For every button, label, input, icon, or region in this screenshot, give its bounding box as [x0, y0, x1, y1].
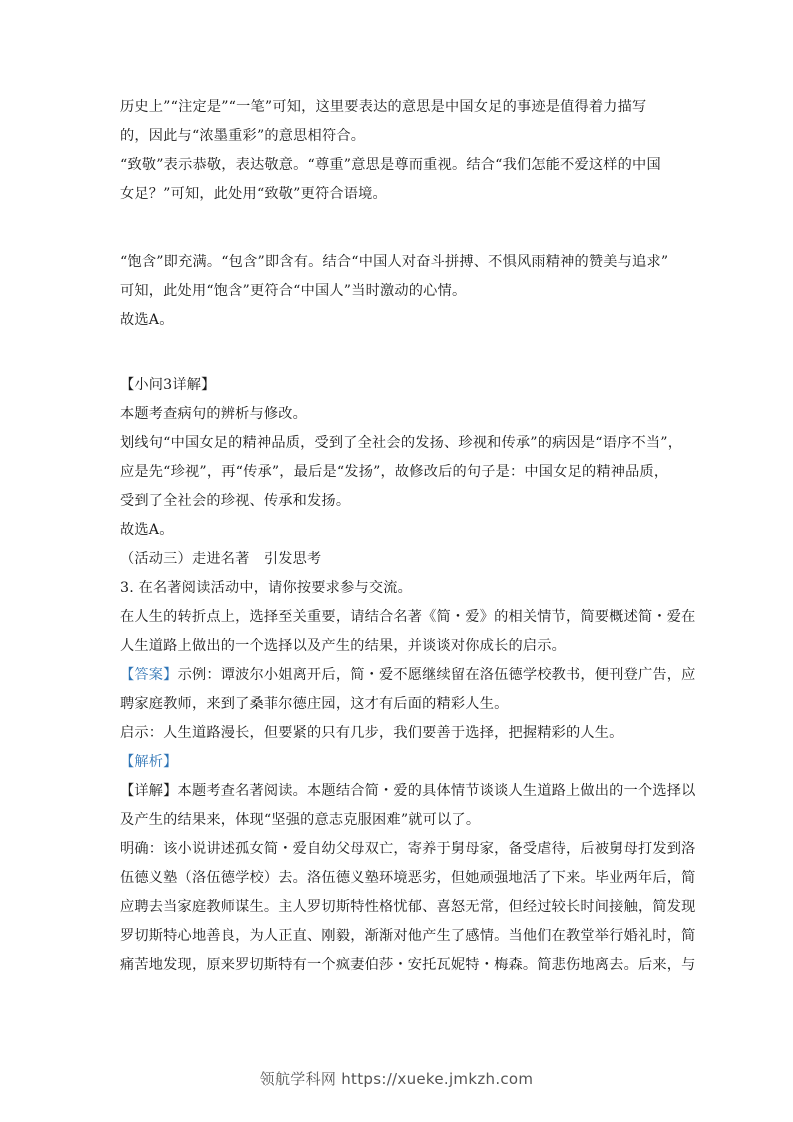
text-line: 故选A。: [120, 522, 174, 538]
text-line: 【详解】本题考查名著阅读。本题结合简・爱的具体情节谈谈人生道路上做出的一个选择以: [120, 783, 696, 799]
text-line: “饱含”即充满。“包含”即含有。结合“中国人对奋斗拼搏、不惧风雨精神的赞美与追求”: [120, 254, 669, 270]
text-line: 启示：人生道路漫长，但要紧的只有几步，我们要善于选择，把握精彩的人生。: [120, 725, 624, 741]
text-line: 及产生的结果来，体现“坚强的意志克服困难”就可以了。: [120, 812, 481, 828]
text-line: 伍德义塾（洛伍德学校）去。洛伍德义塾环境恶劣，但她顽强地活了下来。毕业两年后，简: [120, 870, 696, 886]
text-line: 的，因此与“浓墨重彩”的意思相符合。: [120, 128, 366, 144]
question-text: 3. 在名著阅读活动中，请你按要求参与交流。: [120, 580, 413, 596]
text-line: 历史上”“注定是”“一笔”可知，这里要表达的意思是中国女足的事迹是值得着力描写: [120, 99, 647, 115]
text-line: 可知，此处用“饱含”更符合“中国人”当时激动的心情。: [120, 283, 467, 299]
text-line: 应是先“珍视”，再“传承”，最后是“发扬”，故修改后的句子是：中国女足的精神品质，: [120, 464, 669, 480]
text-line: 划线句“中国女足的精神品质，受到了全社会的发扬、珍视和传承”的病因是“语序不当”，: [120, 435, 683, 451]
question-text: 人生道路上做出的一个选择以及产生的结果，并谈谈对你成长的启示。: [120, 638, 567, 654]
answer-line: [120, 665, 696, 685]
text-line: 受到了全社会的珍视、传承和发扬。: [120, 493, 351, 509]
analysis-label: 【解析】: [120, 754, 178, 770]
text-line: 明确：该小说讲述孤女简・爱自幼父母双亡，寄养于舅母家，备受虐待，后被舅母打发到洛: [120, 841, 696, 857]
text-line: “致敬”表示恭敬，表达敬意。“尊重”意思是尊而重视。结合“我们怎能不爱这样的中国: [120, 157, 661, 173]
answer-text: 示例：谭波尔小姐离开后，简・爱不愿继续留在洛伍德学校教书，便刊登广告，应: [177, 667, 696, 683]
text-line: 应聘去当家庭教师谋生。主人罗切斯特性格忧郁、喜怒无常，但经过较长时间接触，简发现: [120, 899, 696, 915]
question-text: 在人生的转折点上，选择至关重要，请结合名著《简・爱》的相关情节，简要概述简・爱在: [120, 609, 696, 625]
text-line: 故选A。: [120, 312, 174, 328]
answer-label: 【答案】: [120, 667, 178, 683]
text-line: 女足？”可知，此处用“致敬”更符合语境。: [120, 186, 387, 202]
text-line: 痛苦地发现，原来罗切斯特有一个疯妻伯莎・安托瓦妮特・梅森。简悲伤地离去。后来，与: [120, 957, 696, 973]
text-line: 罗切斯特心地善良，为人正直、刚毅，渐渐对他产生了感情。当他们在教堂举行婚礼时，简: [120, 928, 696, 944]
text-line: 聘家庭教师，来到了桑菲尔德庄园，这才有后面的精彩人生。: [120, 696, 509, 712]
section-heading: （活动三）走进名著 引发思考: [120, 551, 322, 567]
text-line: 本题考查病句的辨析与修改。: [120, 406, 308, 422]
section-heading: 【小问3详解】: [120, 377, 216, 393]
page-footer: 领航学科网 https://xueke.jmkzh.com: [259, 1070, 534, 1088]
